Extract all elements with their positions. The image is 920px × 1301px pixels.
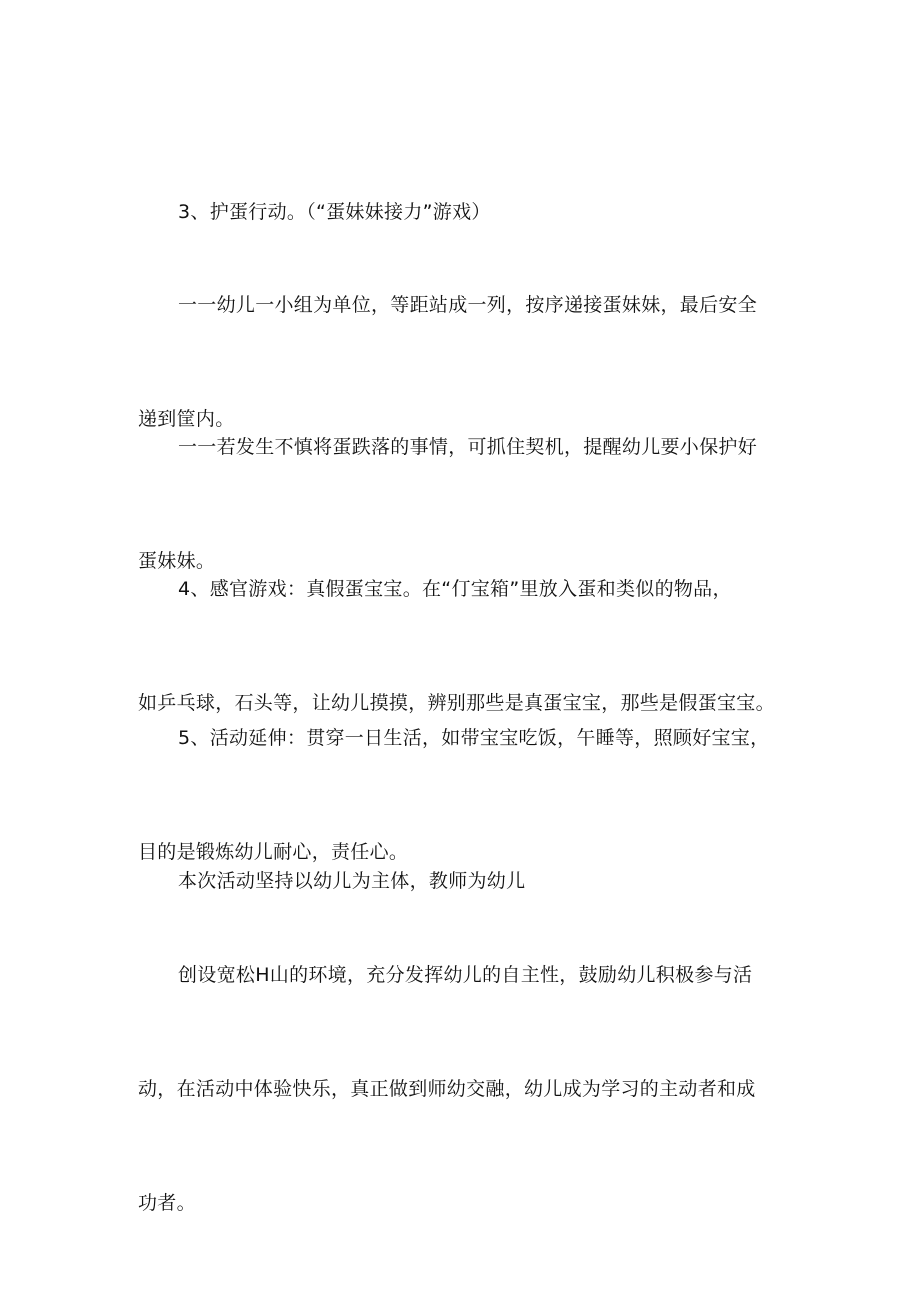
paragraph-line: 功者。 [138,1192,196,1214]
paragraph-line: 如乒乓球，石头等，让幼儿摸摸，辨别那些是真蛋宝宝，那些是假蛋宝宝。 [138,692,775,714]
paragraph-line: 蛋妹妹。 [138,550,216,572]
paragraph-line: 目的是锻炼幼儿耐心，责任心。 [138,841,409,863]
paragraph-line: 动，在活动中体验快乐，真正做到师幼交融，幼儿成为学习的主动者和成 [138,1078,756,1100]
paragraph-line: 5、活动延伸：贯穿一日生活，如带宝宝吃饭，午睡等，照顾好宝宝， [178,727,770,749]
paragraph-line: 3、护蛋行动。（“蛋妹妹接力”游戏） [178,201,491,223]
paragraph-line: 一一幼儿一小组为单位，等距站成一列，按序递接蛋妹妹，最后安全 [178,294,758,316]
paragraph-line: 本次活动坚持以幼儿为主体，教师为幼儿 [178,870,526,892]
paragraph-line: 一一若发生不慎将蛋跌落的事情，可抓住契机，提醒幼儿要小保护好 [178,436,758,458]
paragraph-line: 递到筐内。 [138,408,235,430]
paragraph-summary-body [138,880,756,1298]
paragraph-line: 4、感官游戏：真假蛋宝宝。在“仃宝箱”里放入蛋和类似的物品， [178,578,732,600]
paragraph-line: 创设宽松H山的环境，充分发挥幼儿的自主性，鼓励幼儿积极参与活 [178,964,753,986]
